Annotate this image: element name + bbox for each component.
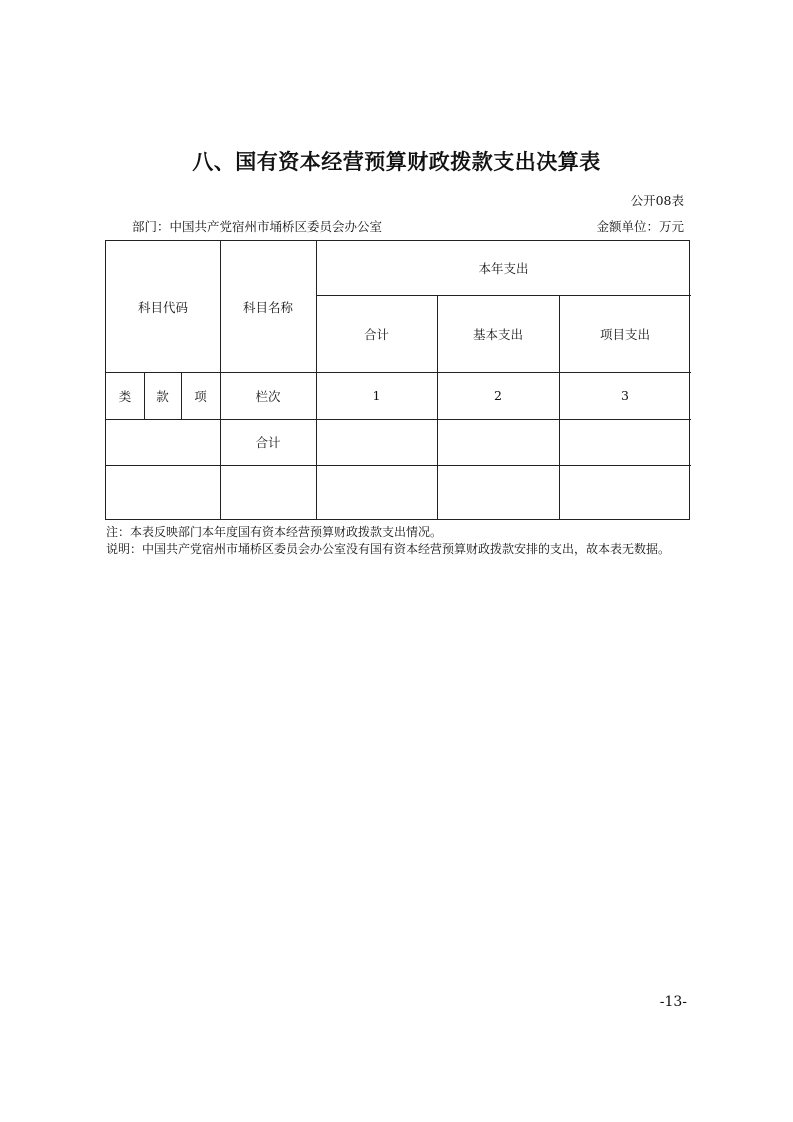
column-number-2: 2 bbox=[494, 388, 502, 403]
header-subject-code: 科目代码 bbox=[137, 299, 188, 315]
grid-line bbox=[106, 419, 691, 420]
header-current-year: 本年支出 bbox=[478, 261, 529, 276]
notes bbox=[106, 524, 696, 558]
header-subject-name: 科目名称 bbox=[242, 299, 293, 315]
expenditure-table bbox=[105, 240, 690, 520]
code-part-class: 类 bbox=[118, 388, 132, 404]
total-row-label: 合计 bbox=[255, 435, 281, 450]
code-part-item: 项 bbox=[194, 388, 207, 404]
column-number-1: 1 bbox=[372, 388, 381, 403]
header-total: 合计 bbox=[363, 326, 389, 342]
header-basic: 基本支出 bbox=[472, 326, 523, 342]
note-text: 注：本表反映部门本年度国有资本经营预算财政拨款支出情况。 bbox=[106, 525, 443, 539]
table-code: 公开08表 bbox=[630, 193, 684, 208]
explanation-text: 说明：中国共产党宿州市埇桥区委员会办公室没有国有资本经营预算财政拨款安排的支出，故本表无数据。 bbox=[106, 542, 671, 556]
page-title: 八、国有资本经营预算财政拨款支出决算表 bbox=[192, 150, 601, 174]
header-project: 项目支出 bbox=[599, 326, 650, 342]
grid-line bbox=[106, 465, 691, 466]
department-label: 部门：中国共产党宿州市埇桥区委员会办公室 bbox=[132, 219, 383, 234]
column-row-label: 栏次 bbox=[255, 388, 281, 404]
code-part-section: 款 bbox=[156, 388, 169, 404]
unit-label: 金额单位：万元 bbox=[596, 219, 684, 234]
column-number-3: 3 bbox=[621, 388, 629, 403]
page-number: -13- bbox=[659, 994, 687, 1010]
